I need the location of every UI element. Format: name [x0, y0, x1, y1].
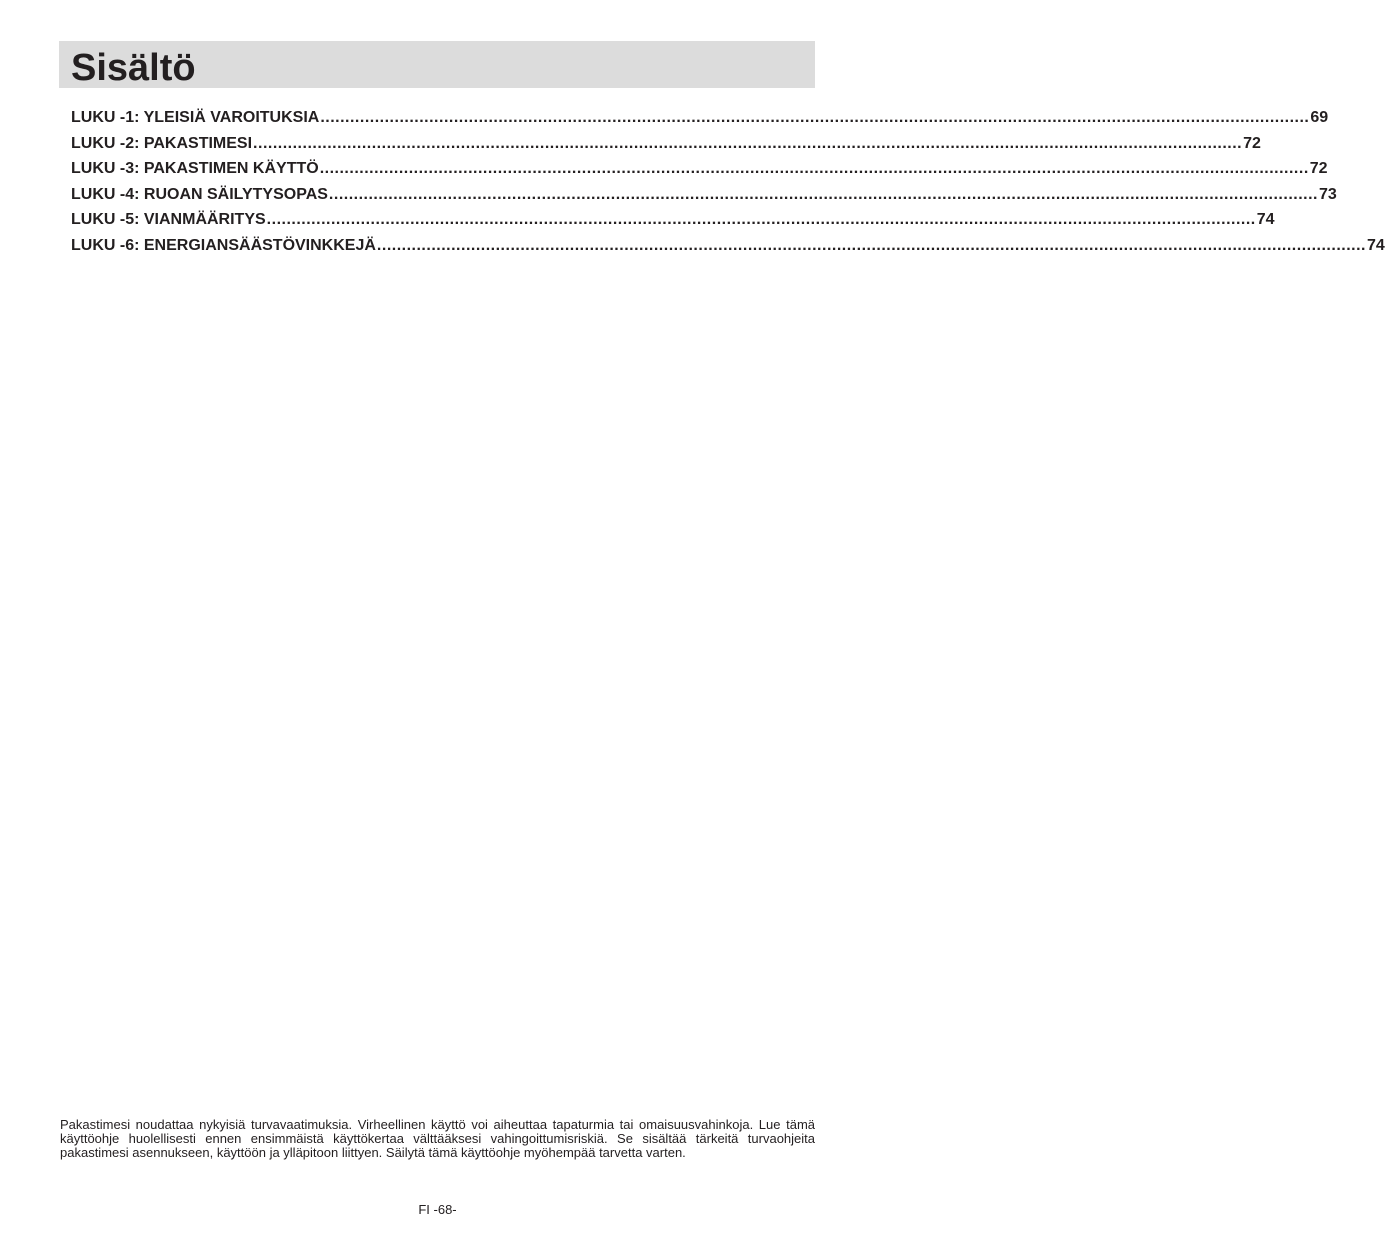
toc-leader: ........................................................................................................................................................................................................ — [253, 134, 1243, 152]
toc-leader: ........................................................................................................................................................................................................ — [266, 211, 1256, 228]
toc-entry-label: LUKU -3: PAKASTIMEN KÄYTTÖ — [71, 160, 319, 177]
toc-entry-page: 69 — [1310, 109, 1329, 126]
toc-entry-label: LUKU -2: PAKASTIMESI — [71, 134, 253, 152]
toc-entry[interactable] — [71, 184, 1337, 210]
page-title: Sisältö — [71, 47, 196, 89]
toc-entry[interactable] — [71, 235, 1385, 261]
toc-leader: ........................................................................................................................................................................................................ — [319, 160, 1309, 177]
toc-leader: ........................................................................................................................................................................................................ — [328, 185, 1318, 203]
toc-entry-label: LUKU -5: VIANMÄÄRITYS — [71, 211, 266, 228]
toc-entry-label: LUKU -4: RUOAN SÄILYTYSOPAS — [71, 185, 328, 203]
title-bar — [59, 41, 815, 88]
toc-entry[interactable] — [71, 158, 1328, 184]
page-number: FI -68- — [418, 1202, 457, 1217]
toc-entry[interactable] — [71, 133, 1261, 159]
toc-entry-label: LUKU -6: ENERGIANSÄÄSTÖVINKKEJÄ — [71, 236, 376, 254]
toc-leader: ........................................................................................................................................................................................................ — [320, 109, 1310, 126]
toc-entry-page: 74 — [1256, 211, 1275, 228]
toc-entry[interactable] — [71, 107, 1329, 133]
toc-entry-label: LUKU -1: YLEISIÄ VAROITUKSIA — [71, 109, 320, 126]
toc-entry[interactable] — [71, 209, 1275, 235]
table-of-contents — [71, 107, 1385, 260]
toc-entry-page: 72 — [1243, 134, 1261, 152]
toc-leader: ........................................................................................................................................................................................................ — [376, 236, 1366, 254]
toc-entry-page: 74 — [1366, 236, 1385, 254]
safety-notice: Pakastimesi noudattaa nykyisiä turvavaatimuksia. Virheellinen käyttö voi aiheuttaa tapaturmia tai omaisuusvahinkoja. Lue tämä käyttöohje huolellisesti ennen ensimmäistä käyttökertaa välttääksesi vahingoittumisriskiä. Se sisältää tärkeitä turvaohjeita pakastimesi asennukseen, käyttöön ja ylläpitoon liittyen. Säilytä tämä käyttöohje myöhempää tarvetta varten. — [60, 1117, 815, 1160]
toc-entry-page: 73 — [1318, 185, 1337, 203]
toc-entry-page: 72 — [1309, 160, 1328, 177]
